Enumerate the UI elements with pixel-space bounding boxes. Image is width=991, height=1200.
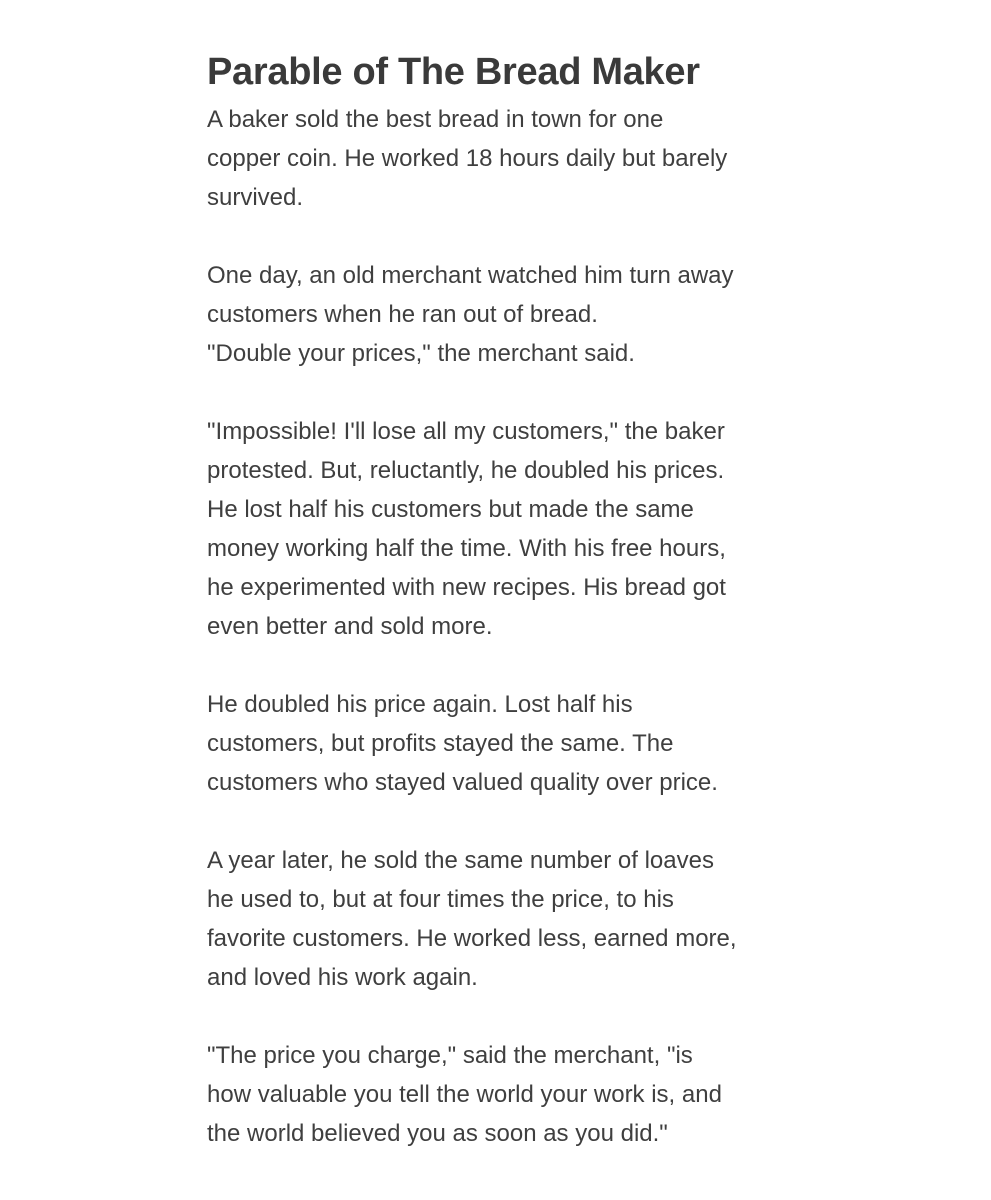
article	[207, 44, 807, 1153]
paragraph-line: protested. But, reluctantly, he doubled his prices.	[207, 457, 725, 484]
article-body	[207, 100, 807, 1153]
paragraph	[207, 685, 807, 802]
article-title: Parable of The Bread Maker	[207, 51, 700, 93]
paragraph-line: He doubled his price again. Lost half his	[207, 691, 633, 718]
paragraph-line: copper coin. He worked 18 hours daily but barely	[207, 145, 728, 172]
paragraph-line: "Impossible! I'll lose all my customers," the baker	[207, 418, 725, 445]
paragraph-line: money working half the time. With his free hours,	[207, 535, 726, 562]
paragraph-line: customers who stayed valued quality over price.	[207, 769, 718, 796]
paragraph-line: customers, but profits stayed the same. The	[207, 730, 674, 757]
paragraph-line: he used to, but at four times the price, to his	[207, 886, 674, 913]
paragraph-line: survived.	[207, 184, 304, 211]
paragraph-line: he experimented with new recipes. His bread got	[207, 574, 726, 601]
paragraph-line: A baker sold the best bread in town for one	[207, 106, 664, 133]
paragraph-line: "The price you charge," said the merchant, "is	[207, 1042, 693, 1069]
paragraph-line: and loved his work again.	[207, 964, 478, 991]
paragraph	[207, 841, 807, 997]
paragraph-line: A year later, he sold the same number of loaves	[207, 847, 714, 874]
paragraph-line: favorite customers. He worked less, earned more,	[207, 925, 737, 952]
paragraph-line: He lost half his customers but made the same	[207, 496, 694, 523]
paragraph	[207, 1036, 807, 1153]
paragraph-line: One day, an old merchant watched him turn away	[207, 262, 734, 289]
paragraph-line: customers when he ran out of bread.	[207, 301, 598, 328]
paragraph-line: "Double your prices," the merchant said.	[207, 340, 635, 367]
paragraph	[207, 100, 807, 217]
paragraph-line: even better and sold more.	[207, 613, 493, 640]
paragraph-line: the world believed you as soon as you did."	[207, 1120, 668, 1147]
paragraph-line: how valuable you tell the world your work is, and	[207, 1081, 722, 1108]
paragraph	[207, 412, 807, 646]
paragraph	[207, 256, 807, 373]
